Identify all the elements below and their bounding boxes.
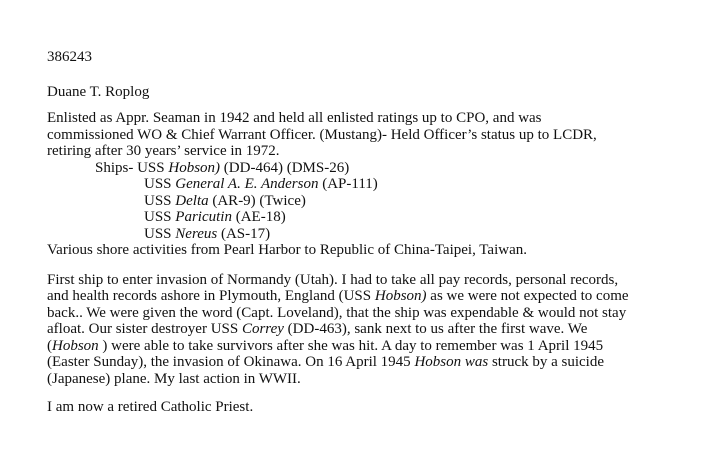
ship-prefix: USS xyxy=(144,225,176,242)
ship-item xyxy=(47,209,720,226)
story-text: and health records ashore in Plymouth, England (USS xyxy=(47,288,375,304)
ship-item xyxy=(47,193,720,210)
ship-designation: (AS-17) xyxy=(217,225,271,242)
story-line xyxy=(47,338,720,355)
story-text: ( xyxy=(47,337,52,354)
ship-designation: (DD-464) (DMS-26) xyxy=(220,159,350,176)
ship-designation: (AE-18) xyxy=(231,209,286,225)
bio-line: retiring after 30 years’ service in 1972. xyxy=(47,143,280,159)
story-line: First ship to enter invasion of Normandy (Utah). I had to take all pay records, personal records, xyxy=(47,271,619,288)
story-line: (Japanese) plane. My last action in WWII. xyxy=(47,370,301,387)
bio-line: Enlisted as Appr. Seaman in 1942 and held all enlisted ratings up to CPO, and was xyxy=(47,110,542,126)
story-line xyxy=(47,354,720,371)
shore-activities: Various shore activities from Pearl Harbor to Republic of China-Taipei, Taiwan. xyxy=(47,242,527,258)
ship-prefix: USS xyxy=(144,209,176,225)
document-id: 386243 xyxy=(47,49,92,65)
story-line xyxy=(47,288,720,305)
ship-designation: (AP-111) xyxy=(318,176,378,192)
ship-name: Paricutin xyxy=(175,209,232,225)
ship-name: Hobson) xyxy=(374,288,427,304)
ship-name: Delta xyxy=(175,192,209,209)
bio-line: commissioned WO & Chief Warrant Officer. (Mustang)- Held Officer’s status up to LCDR, xyxy=(47,126,597,143)
story-text: (DD-463), sank next to us after the first wave. We xyxy=(283,321,588,337)
ships-list xyxy=(47,160,720,243)
ship-prefix: USS xyxy=(137,159,169,176)
story-text: struck by a suicide xyxy=(488,354,605,370)
ship-name: Nereus xyxy=(175,225,218,242)
ship-name: Hobson was xyxy=(414,354,489,370)
ship-name: General A. E. Anderson xyxy=(175,176,319,192)
closing-line: I am now a retired Catholic Priest. xyxy=(47,399,254,415)
ship-name: Hobson xyxy=(52,337,99,354)
story-text: as we were not expected to come xyxy=(426,288,629,304)
ship-item xyxy=(47,160,720,177)
bio-paragraph xyxy=(47,110,720,160)
story-text: afloat. Our sister destroyer USS xyxy=(47,321,242,337)
story-line xyxy=(47,321,720,338)
story-text: (Easter Sunday), the invasion of Okinawa. On 16 April 1945 xyxy=(47,354,415,370)
ship-prefix: USS xyxy=(144,192,176,209)
ship-item xyxy=(47,226,720,243)
story-paragraph xyxy=(47,272,720,388)
person-name: Duane T. Roplog xyxy=(47,83,150,100)
ship-name: Correy xyxy=(241,321,284,337)
ship-name: Hobson) xyxy=(168,159,221,176)
ships-prefix: Ships- xyxy=(95,159,134,176)
story-line: back.. We were given the word (Capt. Loveland), that the ship was expendable & would not stay xyxy=(47,304,627,321)
ship-prefix: USS xyxy=(144,176,176,192)
story-text: ) were able to take survivors after she was hit. A day to remember was 1 April 1945 xyxy=(98,337,604,354)
ship-item xyxy=(47,176,720,193)
ship-designation: (AR-9) (Twice) xyxy=(208,192,306,209)
